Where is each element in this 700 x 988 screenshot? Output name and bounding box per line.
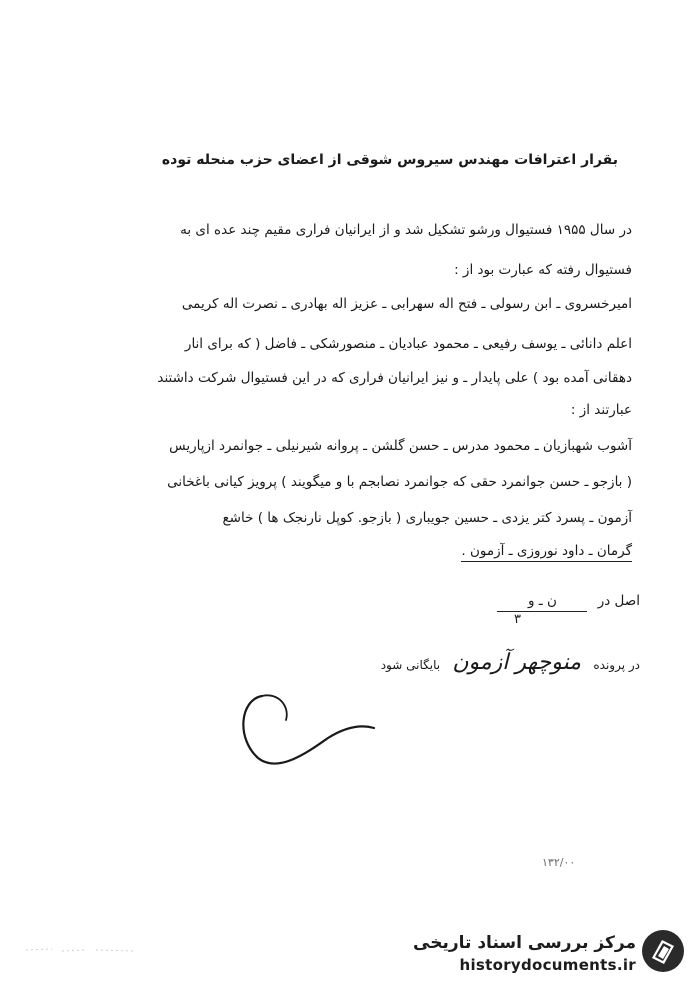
- archive-ref: ن ـ و: [497, 593, 587, 612]
- paragraph-line-8: ( بازجو ـ حسن جوانمرد حقی که جوانمرد نصابجم با و میگویند ) پرویز کیانی باغخانی: [167, 474, 632, 490]
- archive-label: اصل در: [597, 593, 640, 609]
- file-suffix: بایگانی شود: [380, 658, 441, 672]
- paragraph-line-5: دهقانی آمده بود ) علی پایدار ـ و نیز ایرانیان فراری که در این فستیوال شرکت داشتند: [157, 370, 632, 386]
- handwritten-name: منوچهر آزمون: [452, 650, 582, 675]
- watermark-title: مرکز بررسی اسناد تاریخی: [413, 933, 636, 953]
- paragraph-line-6: عبارتند از :: [570, 402, 632, 418]
- archive-reference: [497, 593, 640, 612]
- paragraph-line-2: فستیوال رفته که عبارت بود از :: [454, 262, 632, 278]
- document-heading: بقرار اعترافات مهندس سیروس شوقی از اعضای حزب منحله توده: [161, 152, 618, 168]
- archive-logo-icon: [640, 928, 686, 974]
- paragraph-line-9: آزمون ـ پسرد کتر یزدی ـ حسین جویباری ( بازجو. کوپل نارنجک ها ) خاشع: [222, 510, 632, 526]
- page-code: ۱۳۲/۰۰: [542, 856, 576, 869]
- paragraph-line-3: امیرخسروی ـ ابن رسولی ـ فتح اله سهرابی ـ عزیز اله بهادری ـ نصرت اله کریمی: [181, 296, 632, 312]
- archive-sub: ۳: [514, 612, 521, 627]
- scan-noise: [22, 940, 142, 960]
- signature-scribble: [232, 686, 382, 776]
- paragraph-line-4: اعلم دانائی ـ یوسف رفیعی ـ محمود عبادیان ـ منصورشکی ـ فاضل ( که برای انار: [184, 336, 632, 352]
- watermark-url: historydocuments.ir: [459, 956, 636, 974]
- file-prefix: در پرونده: [593, 658, 640, 672]
- paragraph-line-10: [461, 543, 632, 559]
- paragraph-line-1: [180, 222, 632, 238]
- paragraph-line-10-text: گرمان ـ داود نوروزی ـ آزمون .: [461, 543, 632, 562]
- paragraph-line-1-text: در سال ۱۹۵۵ فستیوال ورشو تشکیل شد و از ایرانیان فراری مقیم چند عده ای به: [180, 222, 632, 238]
- file-instruction: [381, 650, 640, 675]
- paragraph-line-7: آشوب شهبازیان ـ محمود مدرس ـ حسن گلشن ـ پروانه شیرنیلی ـ جوانمرد ازپاریس: [169, 438, 632, 454]
